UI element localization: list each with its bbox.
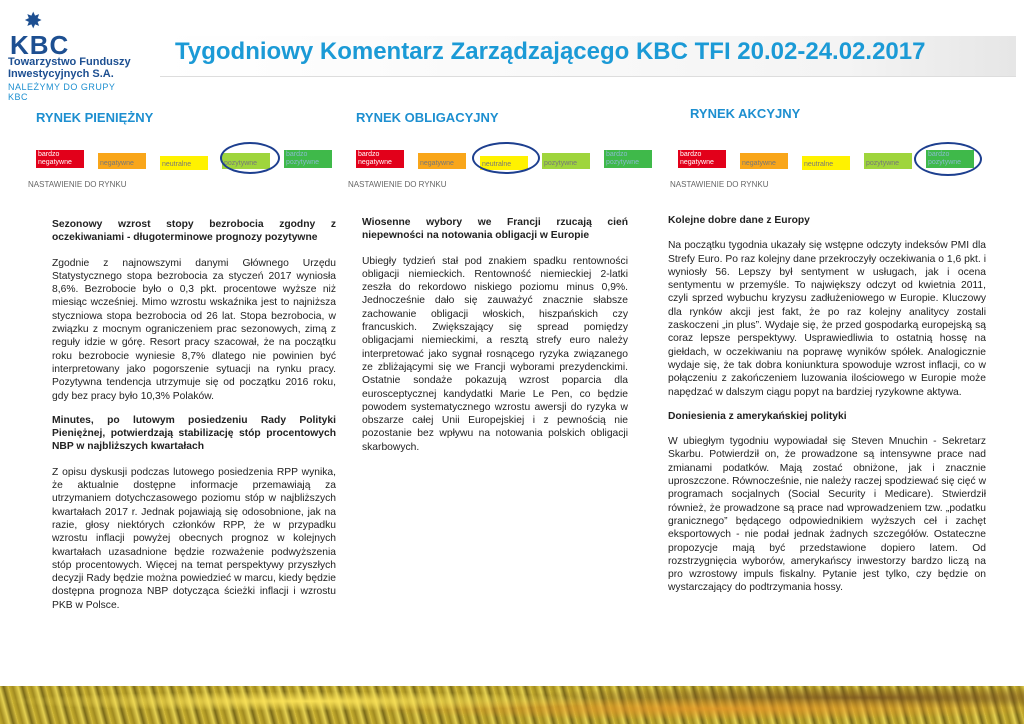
sentiment-scale-bond	[356, 150, 656, 172]
column-money-market	[52, 218, 336, 623]
scale-negative: negatywne	[740, 153, 788, 169]
sentiment-label-money: NASTAWIENIE DO RYNKU	[28, 180, 127, 189]
article-paragraph: W ubiegłym tygodniu wypowiadał się Steven Mnuchin - Sekretarz Skarbu. Potwierdził on, że prowadzone są intensywne prace nad zmianami podatków. Mają zostać obniżone, jak i znacznie uproszczone. Równocześnie, nie należy raczej spodziewać się cięć w programach socjalnych (Social Security i Medicare). Stwierdził również, że prowadzone są prace nad wprowadzeniem tzw. „podatku granicznego” będącego odpowiednikiem wyższych ceł i zachęt eksportowych - nie podał jednak żadnych szczegółów. Ostateczne propozycje mają być przedstawione dopiero latem. Od rozstrzygnięcia wyborów, amerykańscy inwestorzy bardzo liczą na pro wzrostowy impuls fiskalny. Pytanie jest tylko, czy będzie on wystarczający do podtrzymania hossy.	[668, 436, 986, 594]
decorative-field-image	[0, 686, 1024, 724]
sentiment-label-bond: NASTAWIENIE DO RYNKU	[348, 180, 447, 189]
scale-very-negative: bardzo negatywne	[36, 150, 84, 168]
heading-bond-market: RYNEK OBLIGACYJNY	[356, 110, 499, 125]
logo-line2: Inwestycyjnych S.A.	[8, 68, 114, 80]
heading-equity-market: RYNEK AKCYJNY	[690, 106, 801, 121]
scale-neutral: neutralne	[160, 156, 208, 170]
scale-very-positive: bardzo pozytywne	[926, 150, 974, 168]
kbc-star-icon: ✸	[24, 8, 43, 33]
scale-very-negative: bardzo negatywne	[356, 150, 404, 168]
article-heading: Kolejne dobre dane z Europy	[668, 215, 810, 226]
page-title: Tygodniowy Komentarz Zarządzającego KBC TFI 20.02-24.02.2017	[175, 38, 926, 65]
kbc-logo-mark	[8, 8, 138, 60]
logo-line1: Towarzystwo Funduszy	[8, 56, 131, 68]
article-heading: Sezonowy wzrost stopy bezrobocia zgodny z oczekiwaniami - długoterminowe prognozy pozytywne	[52, 219, 336, 244]
scale-very-positive: bardzo pozytywne	[604, 150, 652, 168]
selected-sentiment-ring	[472, 142, 540, 174]
kbc-logo-brand: KBC	[10, 30, 70, 60]
scale-positive: pozytywne	[864, 153, 912, 169]
scale-neutral: neutralne	[802, 156, 850, 170]
sentiment-label-equity: NASTAWIENIE DO RYNKU	[670, 180, 769, 189]
article-paragraph: Na początku tygodnia ukazały się wstępne odczyty indeksów PMI dla Strefy Euro. Po raz kolejny dane przekroczyły oczekiwania o 1,6 pkt. i wyniosły 56. Lepszy był sentyment w usługach, jak i ocena sentymentu w przemyśle. To największy odczyt od kwietnia 2011, czyli sprzed wybuchu kryzysu zadłużeniowego w Europie. Kluczowy dla rynków akcji jest fakt, że po raz kolejny analitycy zostali zaskoczeni „in plus”. Wydaje się, że przed gospodarką europejską są coraz lepsze perspektywy. Usprawiedliwia to ostatnią hossę na giełdach, w oczekiwaniu na poprawę wyników spółek. Analogicznie wydaje się, że tak dobra koniunktura spowoduje wzrost inflacji, co w połączeniu z zakończeniem luzowania ilościowego w Europie może napędzać w dalszym ciągu popyt na bardziej ryzykowne aktywa.	[668, 240, 986, 398]
sentiment-scale-equity	[678, 150, 978, 172]
article-paragraph: Z opisu dyskusji podczas lutowego posiedzenia RPP wynika, że aktualnie dostępne informacje przemawiają za utrzymaniem dotychczasowego poziomu stóp w najbliższych kwartałach 2017 r. Jednak pojawiają się odosobnione, jak na razie, głosy niektórych członków RPP, że w przypadku wzrostu inflacji powyżej obecnych prognoz w kolejnych kwartałach uzasadnione będzie rozważenie podwyższenia stóp procentowych. Więcej na temat perspektywy przyszłych decyzji Rady będzie można powiedzieć w marcu, kiedy będzie dostępna prognoza NBP dotycząca ścieżki inflacji i wzrostu PKB w Polsce.	[52, 466, 336, 611]
scale-positive: pozytywne	[222, 153, 270, 169]
sentiment-scale-money	[36, 150, 336, 172]
scale-very-negative: bardzo negatywne	[678, 150, 726, 168]
column-bond-market	[362, 216, 628, 465]
article-heading: Doniesienia z amerykańskiej polityki	[668, 410, 847, 422]
logo-line3: NALEŻYMY DO GRUPY KBC	[8, 82, 116, 102]
scale-neutral: neutralne	[480, 156, 528, 170]
selected-sentiment-ring	[914, 142, 982, 176]
scale-negative: negatywne	[418, 153, 466, 169]
column-equity-market	[668, 214, 986, 606]
article-paragraph: Zgodnie z najnowszymi danymi Głównego Urzędu Statystycznego stopa bezrobocia za styczeń 2017 wyniosła 8,6%. Bezrobocie było o 0,3 pkt. procentowe wyższe niż miesiąc wcześniej. Mimo wzrostu wskaźnika jest to najniższa styczniowa stopa bezrobocia od 26 lat. Stopa bezrobocia, w związku z mocnym ograniczeniem prac sezonowych, zimą z reguły idzie w górę. Resort pracy szacował, że na początku roku bezrobocie wyniesie 8,7% dlatego nie powinien być interpretowany jako pogorszenie sytuacji na rynku pracy. Pozytywna tendencja utrzymuje się od początku 2016 roku, gdy bez pracy było 10,3% Polaków.	[52, 257, 336, 402]
article-heading: Wiosenne wybory we Francji rzucają cień niepewności na notowania obligacji w Europie	[362, 217, 628, 242]
kbc-logo	[8, 10, 138, 102]
scale-very-positive: bardzo pozytywne	[284, 150, 332, 168]
scale-negative: negatywne	[98, 153, 146, 169]
article-paragraph: Ubiegły tydzień stał pod znakiem spadku rentowności obligacji niemieckich. Rentowność niemieckiej 2-latki zeszła do rekordowo niskiego poziomu minus 0,9%. Jednocześnie dało się zauważyć znacznie słabsze zachowanie obligacji włoskich, hiszpańskich czy francuskich. Zwiększający się spread pomiędzy obligacjami niemieckimi, a resztą strefy euro należy interpretować jako sygnał rosnącego ryzyka związanego ze zbliżającymi się we Francji wyborami prezydenckimi. Ostatnie sondaże pokazują wzrost poparcia dla eurosceptycznej kandydatki Marie Le Pen, co będzie powodem systematycznego wzrostu awersji do ryzyka w obszarze całej Unii Europejskiej i z pewnością nie pozostanie bez wpływu na notowania polskich obligacji skarbowych.	[362, 255, 628, 453]
article-heading: Minutes, po lutowym posiedzeniu Rady Polityki Pieniężnej, potwierdzają stabilizację stóp procentowych NBP w najbliższych kwartałach	[52, 414, 336, 453]
heading-money-market: RYNEK PIENIĘŻNY	[36, 110, 154, 125]
selected-sentiment-ring	[220, 142, 280, 174]
scale-positive: pozytywne	[542, 153, 590, 169]
